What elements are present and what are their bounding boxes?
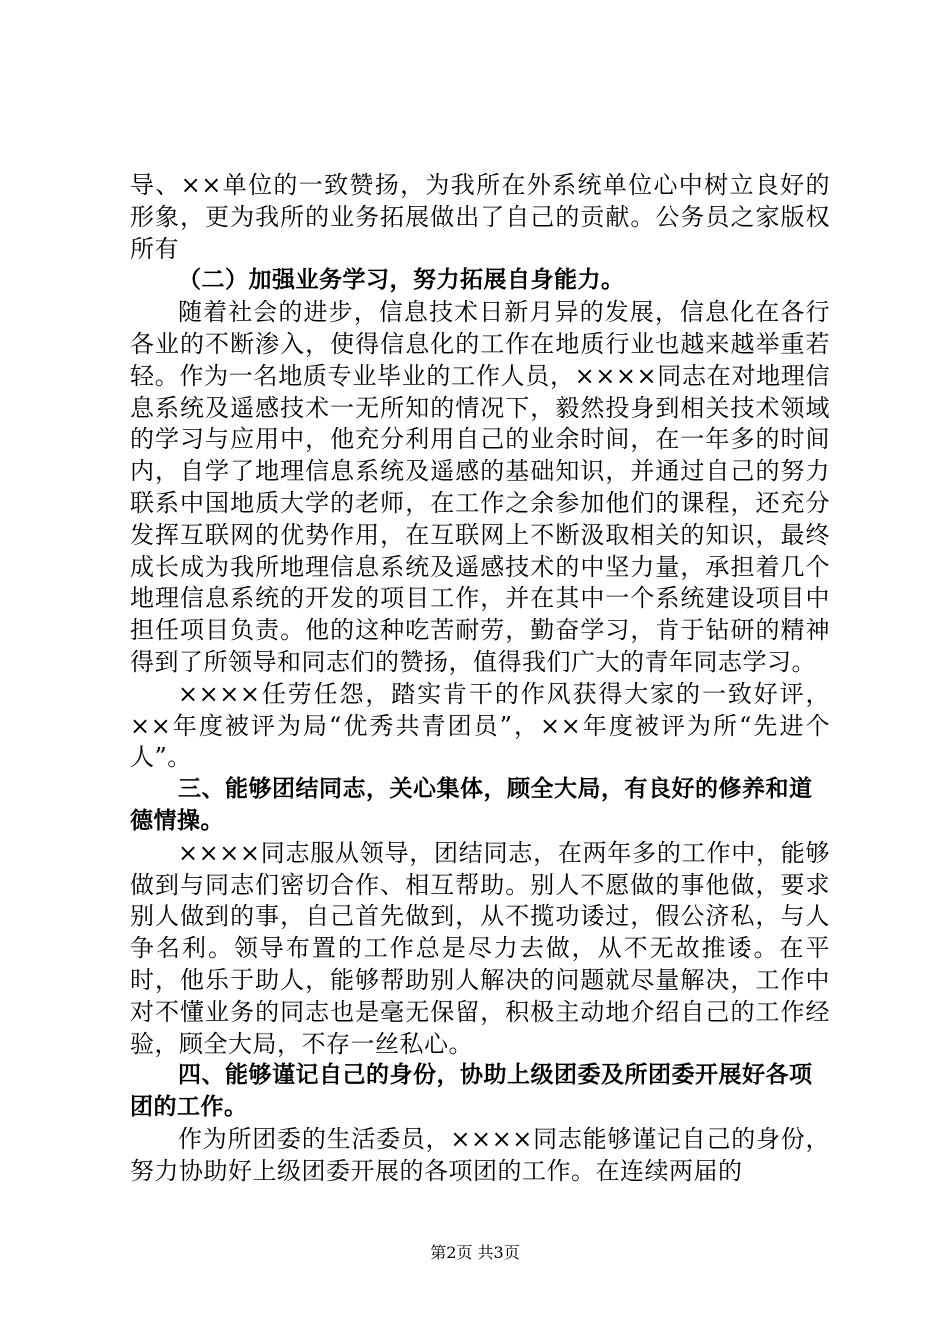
section-heading-4: 四、能够谨记自己的身份，协助上级团委及所团委开展好各项团的工作。 [130,1062,813,1121]
paragraph-continuation: 导、××单位的一致赞扬，为我所在外系统单位心中树立良好的形象，更为我所的业务拓展做出了自己的贡献。公务员之家版权所有 [130,171,830,263]
section-heading-2: （二）加强业务学习，努力拓展自身能力。 [178,267,625,294]
paragraph-award: ××××任劳任怨，踏实肯干的作风获得大家的一致好评，××年度被评为局“优秀共青团员”，××年度被评为所“先进个人”。 [130,679,830,772]
paragraph-unity: ××××同志服从领导，团结同志，在两年多的工作中，能够做到与同志们密切合作、相互帮助。别人不愿做的事他做，要求别人做到的事，自己首先做到，从不揽功诿过，假公济私，与人争名利。领导布置的工作总是尽力去做，从不无故推诿。在平时，他乐于助人，能够帮助别人解决的问题就尽量解决，工作中对不懂业务的同志也是毫无保留，积极主动地介绍自己的工作经验，顾全大局，不存一丝私心。 [130,838,830,1058]
section-heading-3: 三、能够团结同志，关心集体，顾全大局，有良好的修养和道德情操。 [130,776,813,834]
document-body [130,170,830,1188]
paragraph-study: 随着社会的进步，信息技术日新月异的发展，信息化在各行各业的不断渗入，使得信息化的工作在地质行业也越来越举重若轻。作为一名地质专业毕业的工作人员，××××同志在对地理信息系统及遥感技术一无所知的情况下，毅然投身到相关技术领域的学习与应用中，他充分利用自己的业余时间，在一年多的时间内，自学了地理信息系统及遥感的基础知识，并通过自己的努力联系中国地质大学的老师，在工作之余参加他们的课程，还充分发挥互联网的优势作用，在互联网上不断汲取相关的知识，最终成长成为我所地理信息系统及遥感技术的中坚力量，承担着几个地理信息系统的开发的项目工作，并在其中一个系统建设项目中担任项目负责。他的这种吃苦耐劳，勤奋学习，肯于钻研的精神得到了所领导和同志们的赞扬，值得我们广大的青年同志学习。 [130,298,830,676]
paragraph-league: 作为所团委的生活委员，××××同志能够谨记自己的身份，努力协助好上级团委开展的各项团的工作。在连续两届的 [130,1124,830,1185]
page-number-footer: 第2页 共3页 [430,1243,520,1262]
